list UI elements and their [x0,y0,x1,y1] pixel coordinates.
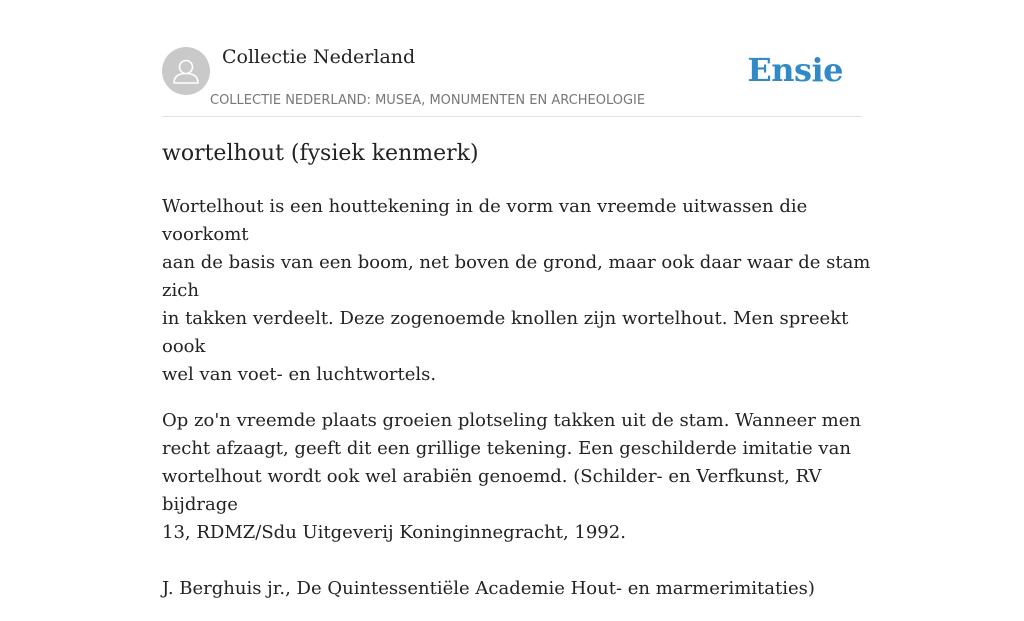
entry-paragraph: Wortelhout is een houttekening in de vorm van vreemde uitwassen die voorkomt aan de basis van een boom, net boven de grond, maar ook daar waar de stam zich in takken verdeelt. Deze zogenoemde knollen zijn wortelhout. Men spreekt oook wel van voet- en luchtwortels. [162,196,871,385]
ensie-logo[interactable]: Ensie [747,51,843,89]
author-name[interactable]: Collectie Nederland [222,46,416,68]
source-label[interactable]: COLLECTIE NEDERLAND: MUSEA, MONUMENTEN EN ARCHEOLOGIE [210,93,646,108]
user-icon [162,47,210,95]
entry-header [162,46,862,117]
entry-title: wortelhout (fysiek kenmerk) [162,141,479,166]
author-avatar[interactable] [162,47,210,95]
entry-paragraph: Op zo'n vreemde plaats groeien plotseling takken uit de stam. Wanneer men recht afzaagt, geeft dit een grillige tekening. Een geschilderde imitatie van wortelhout wordt ook wel arabiën genoemd. (Schilder- en Verfkunst, RV bijdrage 13, RDMZ/Sdu Uitgeverij Koninginnegracht, 1992. J. Berghuis jr., De Quintessentiële Academie Hout- en marmerimitaties) [162,410,861,599]
entry-body [162,193,882,621]
